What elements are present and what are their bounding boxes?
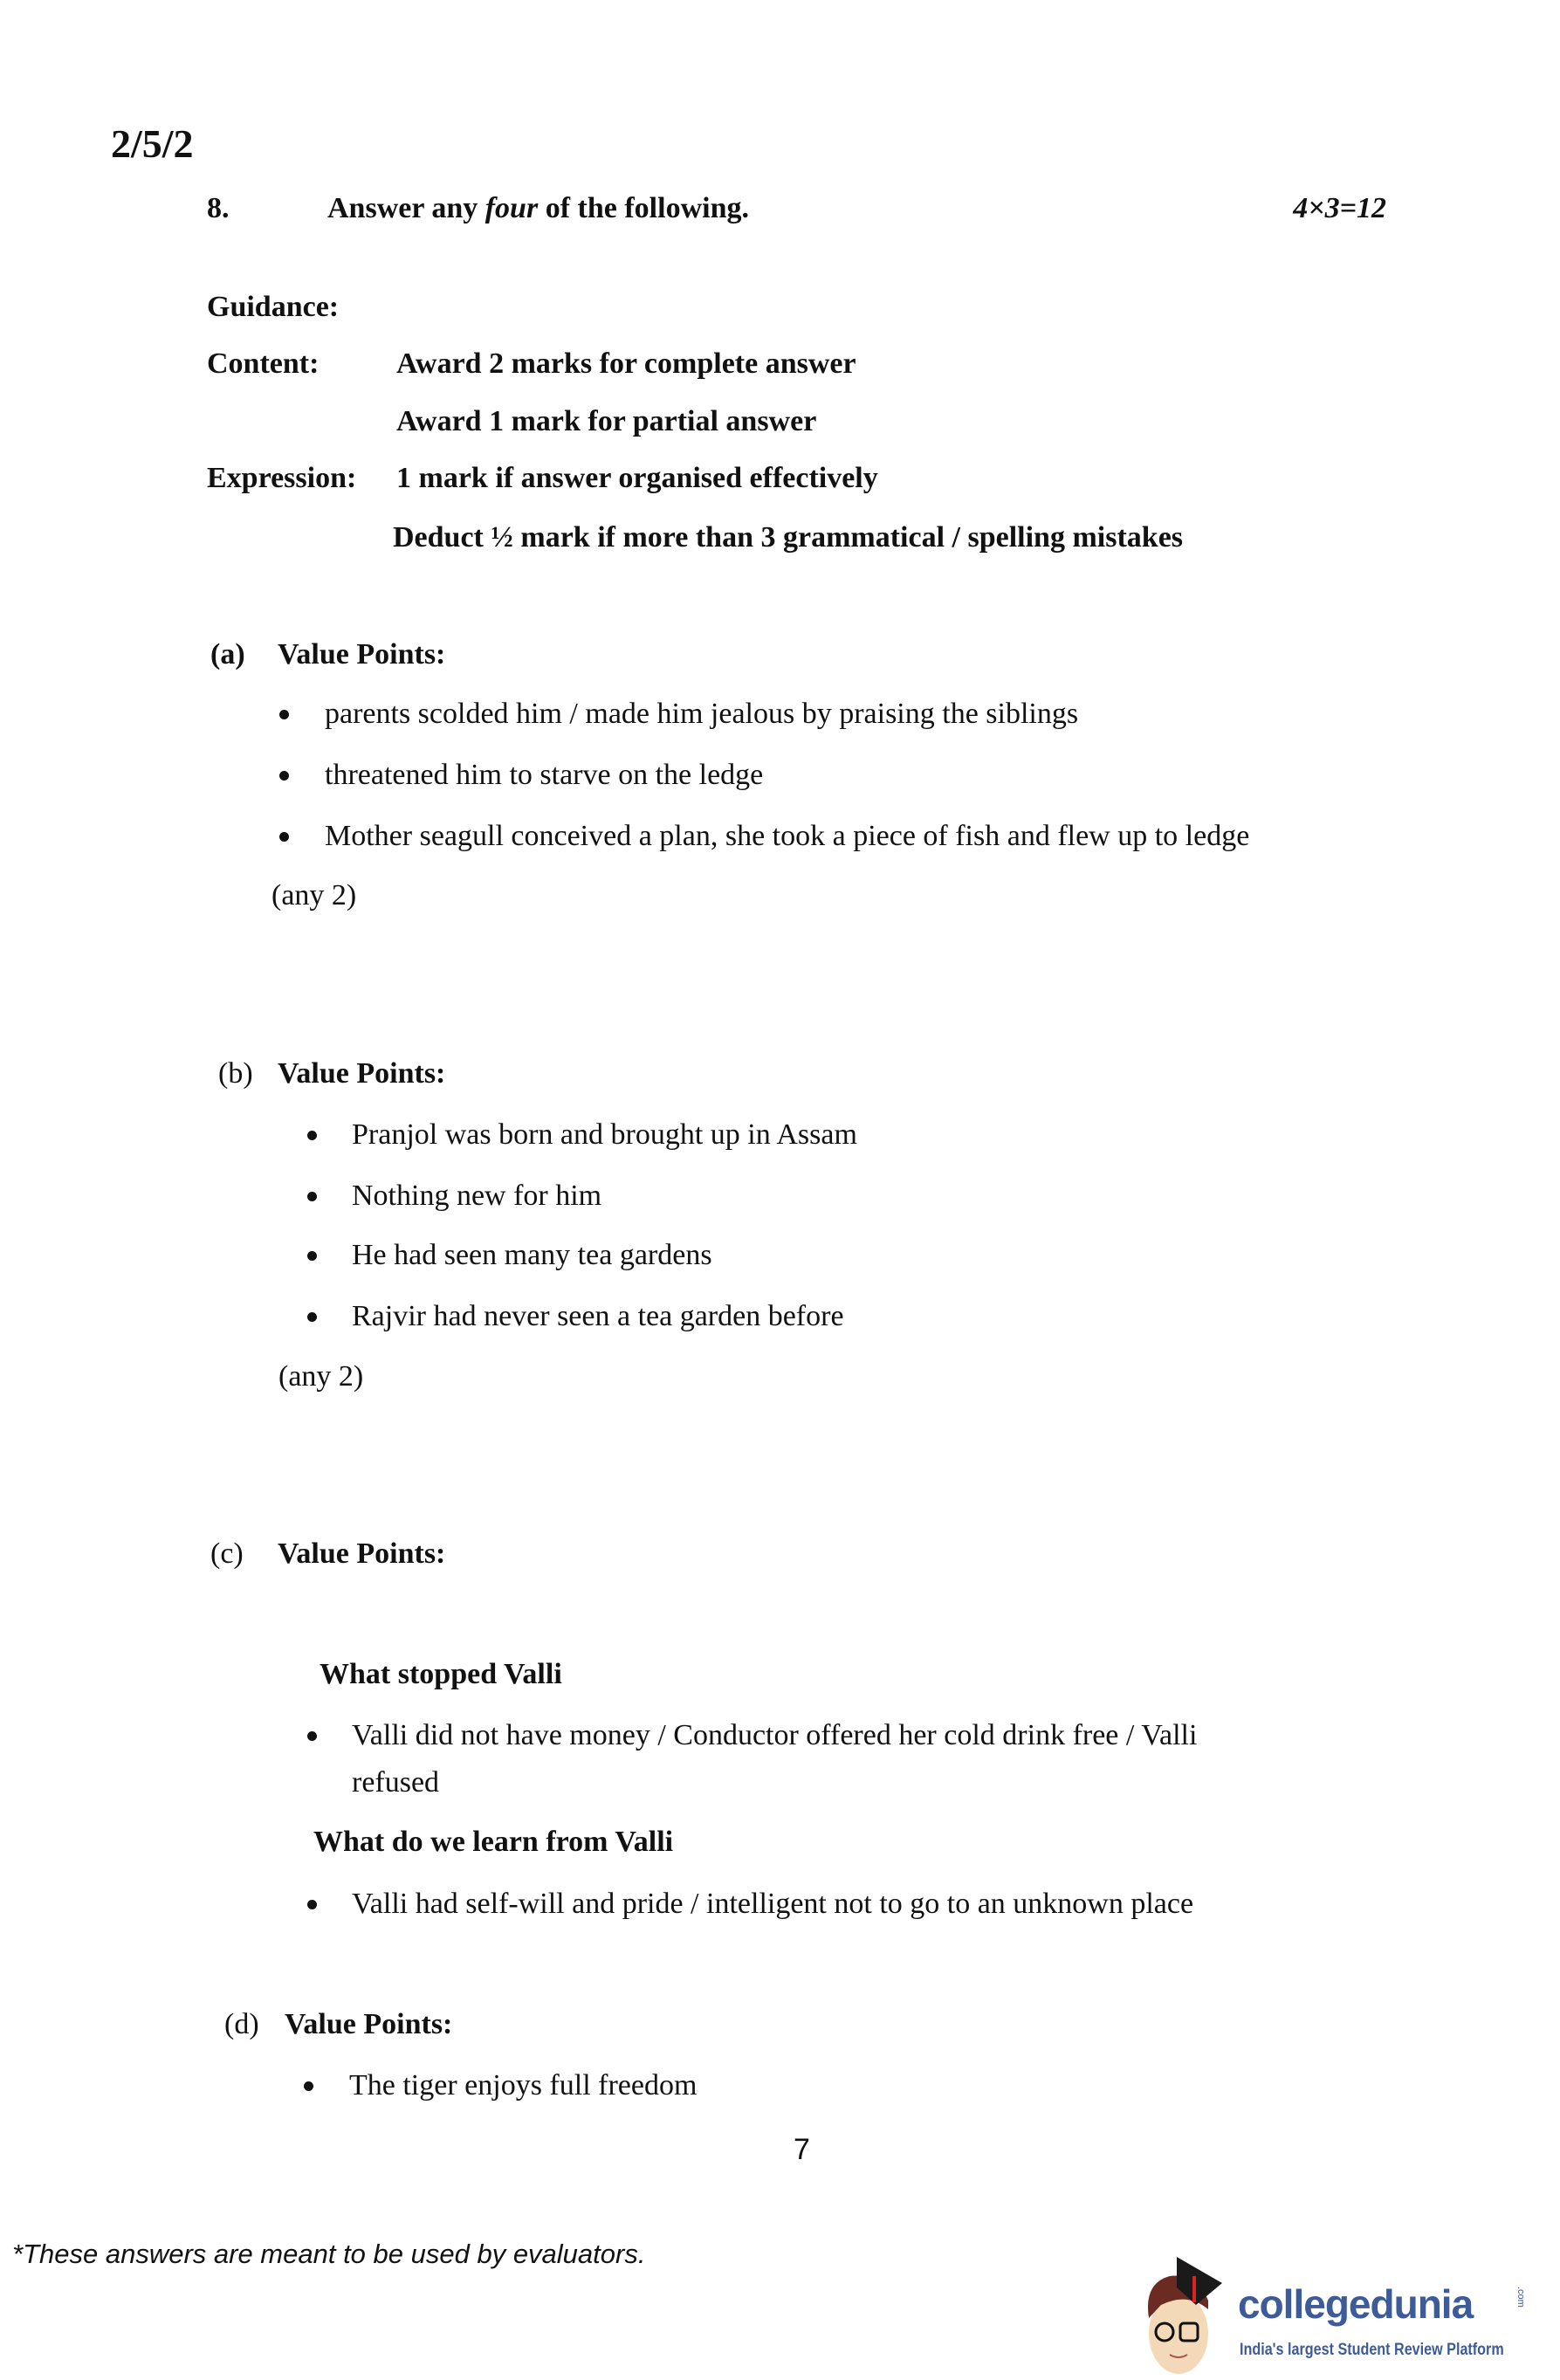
part-a-note: (any 2) (271, 879, 357, 911)
bullet-icon (307, 1192, 317, 1201)
bullet-icon (304, 2081, 313, 2091)
list-item: threatened him to starve on the ledge (325, 759, 764, 791)
list-item-continuation: refused (352, 1766, 440, 1799)
collegedunia-logo (1135, 2257, 1554, 2377)
bullet-icon (307, 1731, 317, 1741)
page-number: 7 (794, 2133, 810, 2166)
logo-tagline: India's largest Student Review Platform (1240, 2341, 1504, 2359)
evaluator-note: *These answers are meant to be used by evaluators. (12, 2239, 646, 2269)
part-c-heading: Value Points: (278, 1537, 446, 1570)
instruction-text-end: of the following. (538, 192, 749, 224)
instruction-emphasis: four (484, 192, 539, 224)
guidance-title: Guidance: (207, 291, 340, 323)
question-marks: 4×3=12 (1293, 192, 1386, 224)
content-line: Award 2 marks for complete answer (396, 347, 856, 380)
mascot-icon (1135, 2257, 1235, 2377)
list-item: Rajvir had never seen a tea garden before (352, 1300, 844, 1332)
part-a-label: (a) (210, 638, 245, 671)
list-item: Pranjol was born and brought up in Assam (352, 1118, 857, 1151)
part-a-heading: Value Points: (278, 638, 446, 671)
part-c-subheading: What stopped Valli (320, 1658, 562, 1690)
paper-code: 2/5/2 (111, 121, 194, 166)
bullet-icon (307, 1312, 317, 1322)
list-item: Nothing new for him (352, 1180, 602, 1212)
expression-line: 1 mark if answer organised effectively (396, 462, 878, 494)
list-item: Mother seagull conceived a plan, she took a piece of fish and flew up to ledge (325, 820, 1250, 852)
part-b-note: (any 2) (278, 1360, 364, 1393)
part-d-heading: Value Points: (285, 2008, 453, 2040)
part-c-subheading: What do we learn from Valli (313, 1826, 674, 1858)
bullet-icon (307, 1900, 317, 1909)
part-c-label: (c) (210, 1537, 244, 1570)
part-b-heading: Value Points: (278, 1057, 446, 1090)
logo-wordmark: collegedunia (1238, 2281, 1474, 2327)
list-item: parents scolded him / made him jealous by praising the siblings (325, 698, 1079, 730)
question-instruction (327, 191, 749, 226)
list-item: Valli had self-will and pride / intelligent not to go to an unknown place (352, 1888, 1194, 1920)
instruction-text: Answer any (327, 192, 485, 224)
list-item: He had seen many tea gardens (352, 1239, 712, 1271)
list-item: The tiger enjoys full freedom (349, 2069, 698, 2101)
content-label: Content: (207, 347, 320, 380)
logo-suffix: .com (1515, 2287, 1526, 2308)
part-d-label: (d) (224, 2008, 259, 2040)
bullet-icon (279, 771, 289, 781)
expression-label: Expression: (207, 462, 357, 494)
bullet-icon (279, 710, 289, 719)
part-b-label: (b) (218, 1057, 253, 1090)
expression-line: Deduct ½ mark if more than 3 grammatical / spelling mistakes (393, 521, 1184, 554)
list-item: Valli did not have money / Conductor offered her cold drink free / Valli (352, 1719, 1198, 1751)
question-number: 8. (207, 192, 230, 224)
content-line: Award 1 mark for partial answer (396, 405, 817, 437)
bullet-icon (279, 832, 289, 842)
bullet-icon (307, 1251, 317, 1261)
bullet-icon (307, 1131, 317, 1140)
